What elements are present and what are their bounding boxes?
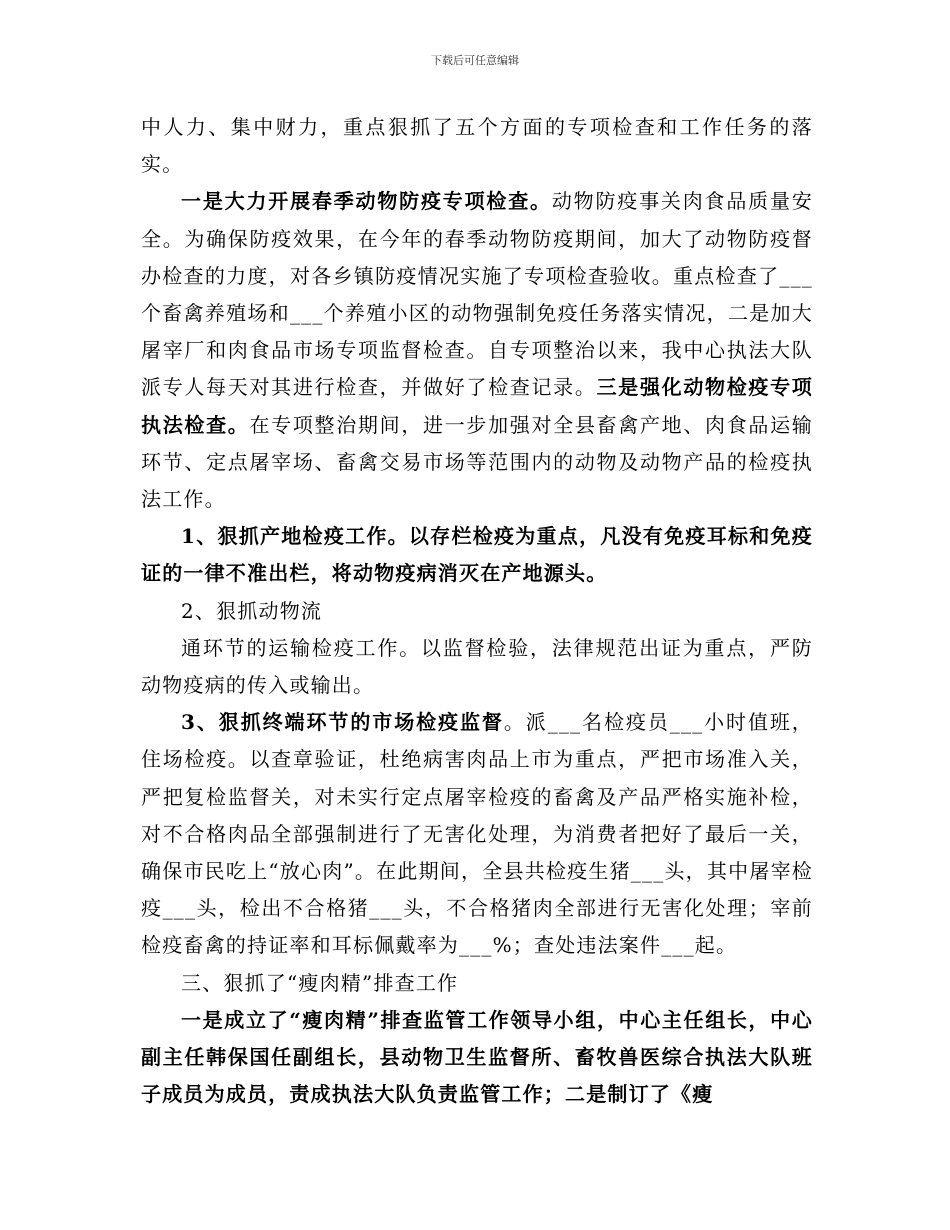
paragraph-transport-quarantine [141, 630, 813, 704]
section-heading-clenbuterol [141, 965, 813, 1002]
page-header-note: 下载后可任意编辑 [431, 54, 519, 67]
paragraph-bold-text: 1、狠抓产地检疫工作。以存栏检疫为重点，凡没有免疫耳标和免疫证的一律不准出栏，将动物疫病消灭在产地源头。 [141, 524, 813, 586]
paragraph-text: 中人力、集中财力，重点狠抓了五个方面的专项检查和工作任务的落实。 [141, 115, 813, 177]
document-body [141, 109, 813, 1113]
paragraph-animal-flow [141, 593, 813, 630]
paragraph-text: 三、狠抓了“瘦肉精”排查工作 [181, 970, 459, 995]
paragraph-text: 2、狠抓动物流 [181, 598, 323, 623]
paragraph-market-quarantine [141, 704, 813, 964]
paragraph-bold-heading: 三是强化动物检疫专项执法检查。 [141, 375, 814, 437]
paragraph-text: 通环节的运输检疫工作。以监督检验，法律规范出证为重点，严防动物疫病的传入或输出。 [141, 635, 813, 698]
paragraph-text: 。派___名检疫员___小时值班，住场检疫。以查章验证，杜绝病害肉品上市为重点，严把市场准入关，严把复检监督关，对未实行定点屠宰检疫的畜禽及产品严格实施补检，对不合格肉品全部强制进行了无害化处理，为消费者把好了最后一关，确保市民吃上“放心肉”。在此期间，全县共检疫生猪___头，其中屠宰检疫___头，检出不合格猪___头，不合格猪肉全部进行无害化处理；宰前检疫畜禽的持证率和耳标佩戴率为___%；查处违法案件___起。 [141, 710, 814, 958]
paragraph-continuation [141, 109, 813, 183]
paragraph-text: 在专项整治期间，进一步加强对全县畜禽产地、肉食品运输环节、定点屠宰场、畜禽交易市场等范围内的动物及动物产品的检疫执法工作。 [141, 412, 813, 512]
paragraph-clenbuterol-group [141, 1002, 813, 1114]
paragraph-bold-text: 一是成立了“瘦肉精”排查监管工作领导小组，中心主任组长，中心副主任韩保国任副组长，县动物卫生监督所、畜牧兽医综合执法大队班子成员为成员，责成执法大队负责监管工作；二是制订了《瘦 [141, 1007, 813, 1107]
paragraph-text: 动物防疫事关肉食品质量安全。为确保防疫效果，在今年的春季动物防疫期间，加大了动物防疫督办检查的力度，对各乡镇防疫情况实施了专项检查验收。重点检查了___个畜禽养殖场和___个养殖小区的动物强制免疫任务落实情况，二是加大屠宰厂和肉食品市场专项监督检查。自专项整治以来，我中心执法大队派专人每天对其进行检查，并做好了检查记录。 [141, 189, 813, 400]
paragraph-bold-heading: 3、狠抓终端环节的市场检疫监督 [181, 710, 504, 735]
paragraph-spring-epidemic-inspection [141, 183, 813, 518]
paragraph-origin-quarantine [141, 518, 813, 592]
paragraph-bold-heading: 一是大力开展春季动物防疫专项检查。 [181, 189, 552, 214]
